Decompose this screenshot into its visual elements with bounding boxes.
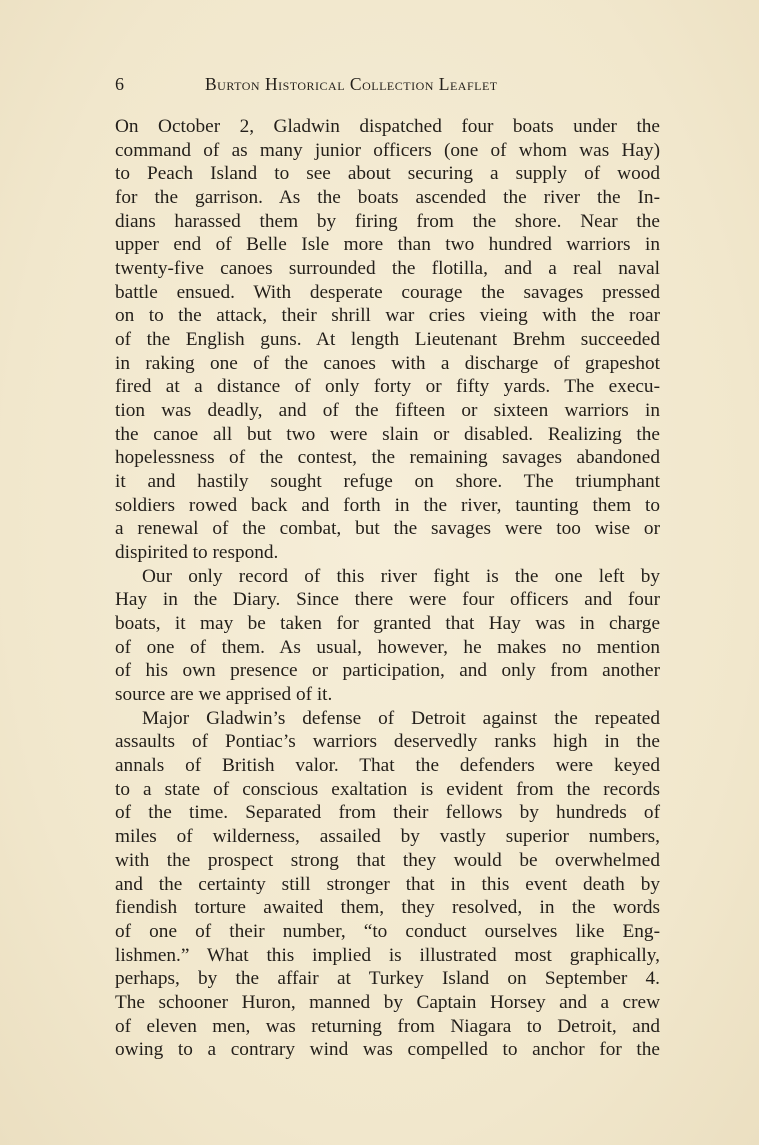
text-line: the canoe all but two were slain or disabled. Realizing the [115,423,660,445]
text-line: On October 2, Gladwin dispatched four boats under the [115,116,660,137]
text-line: on to the attack, their shrill war cries vieing with the roar [115,305,660,327]
text-line: Our only record of this river fight is the one left by [142,565,660,587]
text-line: fiendish torture awaited them, they resolved, in the words [115,897,660,919]
text-line: of eleven men, was returning from Niagara to Detroit, and [115,1015,660,1037]
text-line: perhaps, by the affair at Turkey Island on September 4. [115,968,660,990]
text-line: source are we apprised of it. [115,684,333,706]
text-line: miles of wilderness, assailed by vastly superior numbers, [115,826,660,848]
text-line: a renewal of the combat, but the savages were too wise or [115,518,660,540]
text-line: to Peach Island to see about securing a supply of wood [115,163,660,185]
paragraph-river-fight [115,115,660,565]
text-line: battle ensued. With desperate courage the savages pressed [115,281,660,303]
text-line: command of as many junior officers (one of whom was Hay) [115,139,660,161]
text-line: of one of their number, “to conduct ourselves like Eng- [115,920,660,942]
text-line: upper end of Belle Isle more than two hundred warriors in [115,234,660,256]
text-line: in raking one of the canoes with a discharge of grapeshot [115,352,660,374]
text-line: boats, it may be taken for granted that Hay was in charge [115,613,660,635]
text-line: of the English guns. At length Lieutenant Brehm succeeded [115,329,660,351]
text-line: Major Gladwin’s defense of Detroit against the repeated [142,707,660,729]
text-line: dians harassed them by firing from the shore. Near the [115,210,660,232]
text-line: to a state of conscious exaltation is evident from the records [115,778,660,800]
text-line: assaults of Pontiac’s warriors deservedly ranks high in the [115,731,660,753]
text-line: Hay in the Diary. Since there were four officers and four [115,589,660,611]
text-line: owing to a contrary wind was compelled to anchor for the [115,1039,660,1061]
running-head [115,72,660,96]
running-head-title: Burton Historical Collection Leaflet [205,74,498,94]
text-line: of one of them. As usual, however, he makes no mention [115,636,660,658]
text-line: of the time. Separated from their fellows by hundreds of [115,802,660,824]
text-line: hopelessness of the contest, the remaining savages abandoned [115,447,660,469]
text-line: soldiers rowed back and forth in the river, taunting them to [115,494,660,516]
text-line: and the certainty still stronger that in this event death by [115,873,660,895]
text-line: annals of British valor. That the defenders were keyed [115,755,660,777]
page-number: 6 [115,74,124,94]
text-line: lishmen.” What this implied is illustrated most graphically, [115,944,660,966]
paragraph-gladwin-defense [115,707,660,1062]
text-line: fired at a distance of only forty or fifty yards. The execu- [115,376,660,398]
text-line: tion was deadly, and of the fifteen or sixteen warriors in [115,400,660,422]
text-line: it and hastily sought refuge on shore. The triumphant [115,471,660,493]
text-line: twenty-five canoes surrounded the flotilla, and a real naval [115,258,660,280]
text-line: for the garrison. As the boats ascended the river the In- [115,187,660,209]
text-line: of his own presence or participation, and only from another [115,660,660,682]
text-line: with the prospect strong that they would be overwhelmed [115,849,660,871]
paragraph-diary-record [115,565,660,707]
body-text [115,115,660,1062]
text-line: The schooner Huron, manned by Captain Horsey and a crew [115,991,660,1013]
text-line: dispirited to respond. [115,542,279,564]
